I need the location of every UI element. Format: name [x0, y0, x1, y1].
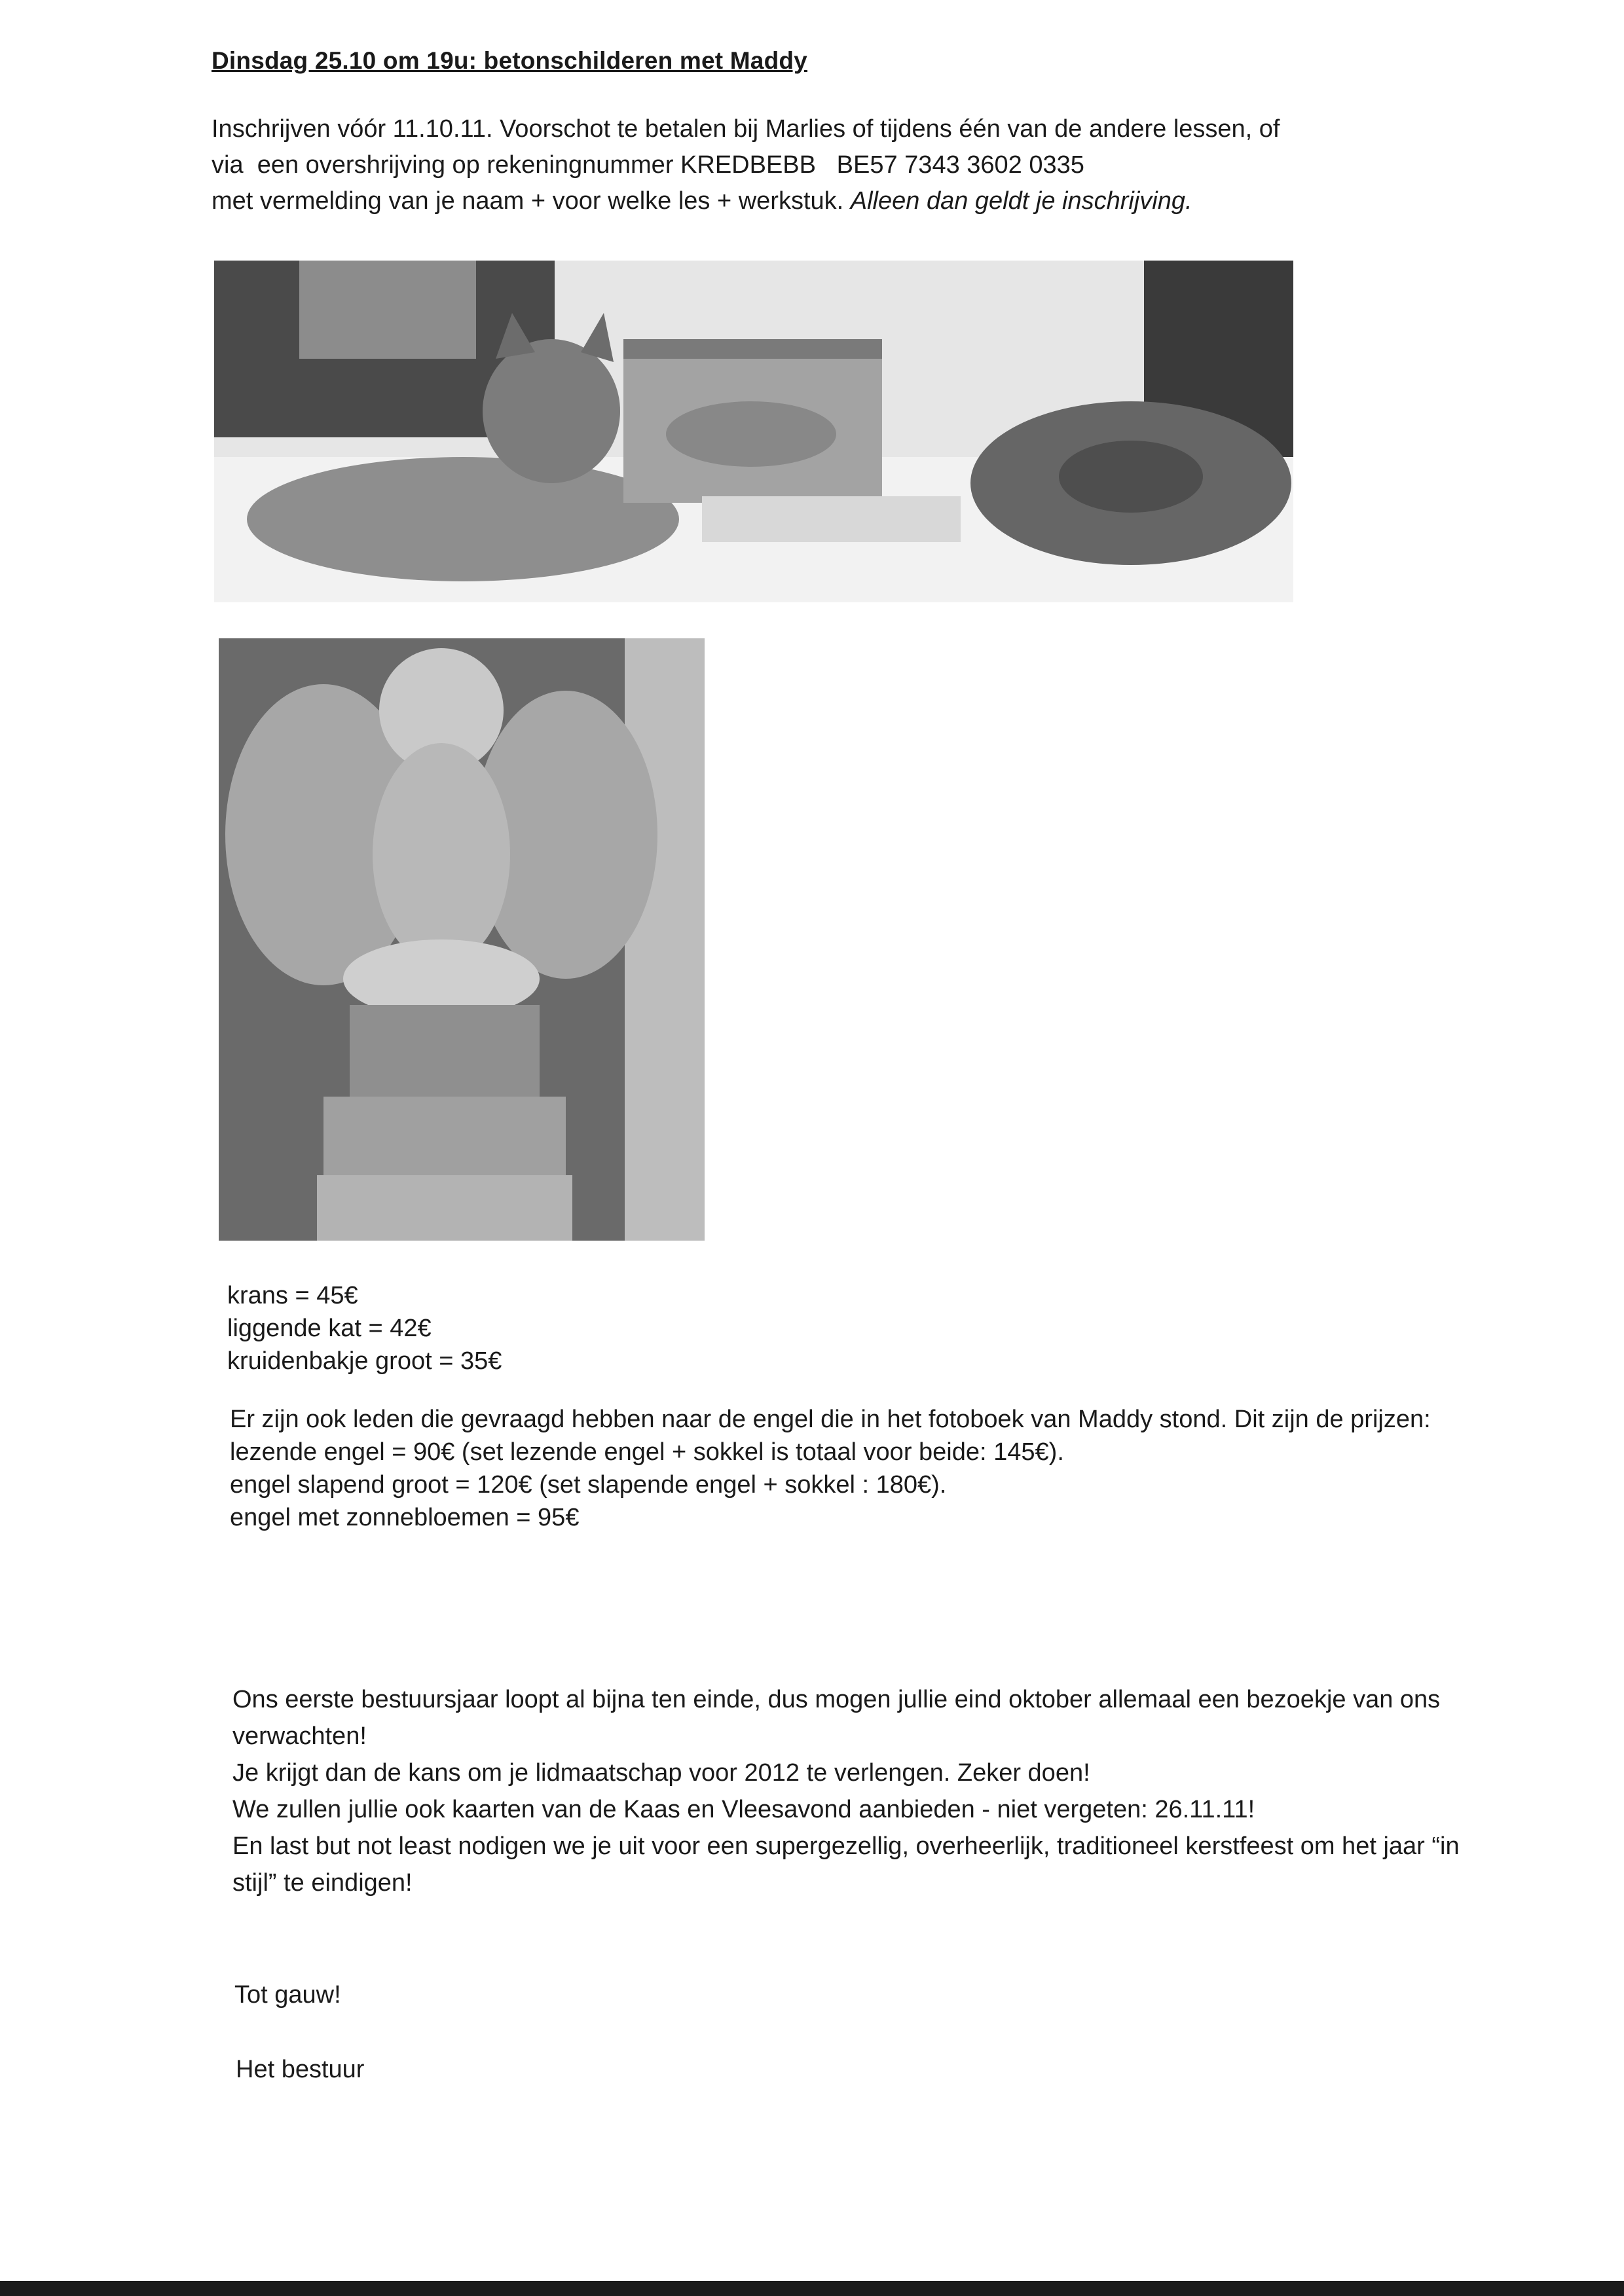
price-item: kruidenbakje groot = 35€ [227, 1347, 502, 1375]
photo-sleeping-angel-drawing [219, 638, 705, 1241]
price-item: krans = 45€ [227, 1282, 358, 1309]
intro-line-1: Inschrijven vóór 11.10.11. Voorschot te betalen bij Marlies of tijdens één van de andere lessen, of [212, 115, 1280, 143]
page-title: Dinsdag 25.10 om 19u: betonschilderen met Maddy [212, 47, 807, 74]
closing-signature: Het bestuur [236, 2056, 365, 2083]
announcement-line: Je krijgt dan de kans om je lidmaatschap voor 2012 te verlengen. Zeker doen! [232, 1759, 1090, 1787]
intro-line-2: via een overshrijving op rekeningnummer KREDBEBB BE57 7343 3602 0335 [212, 151, 1084, 179]
photo-concrete-figures-drawing [214, 261, 1293, 602]
angel-price-item: lezende engel = 90€ (set lezende engel + sokkel is totaal voor beide: 145€). [230, 1438, 1064, 1466]
angel-prices [230, 1403, 1487, 1534]
angel-price-item: engel slapend groot = 120€ (set slapende engel + sokkel : 180€). [230, 1471, 947, 1499]
angel-price-item: engel met zonnebloemen = 95€ [230, 1504, 580, 1531]
angel-intro: Er zijn ook leden die gevraagd hebben naar de engel die in het fotoboek van Maddy stond. Dit zijn de prijzen: [230, 1406, 1431, 1433]
announcement-line: We zullen jullie ook kaarten van de Kaas en Vleesavond aanbieden - niet vergeten: 26.11.11! [232, 1796, 1255, 1823]
intro-line-3 [212, 183, 1280, 219]
price-list [227, 1279, 502, 1377]
closing-greeting: Tot gauw! [234, 1981, 341, 2009]
intro-paragraph [212, 111, 1280, 219]
announcement-line: En last but not least nodigen we je uit voor een supergezellig, overheerlijk, traditioneel kerstfeest om het jaar “in stijl” te eindigen! [232, 1832, 1460, 1897]
price-item: liggende kat = 42€ [227, 1315, 432, 1342]
announcement-line: Ons eerste bestuursjaar loopt al bijna ten einde, dus mogen jullie eind oktober allemaal een bezoekje van ons verwachten! [232, 1686, 1441, 1750]
intro-line-3-regular: met vermelding van je naam + voor welke les + werkstuk. [212, 187, 851, 215]
photo-sleeping-angel [219, 638, 705, 1241]
scan-border [0, 2281, 1624, 2296]
photo-concrete-figures [214, 261, 1293, 602]
board-announcement [232, 1681, 1490, 1901]
intro-line-3-italic: Alleen dan geldt je inschrijving. [850, 187, 1192, 215]
